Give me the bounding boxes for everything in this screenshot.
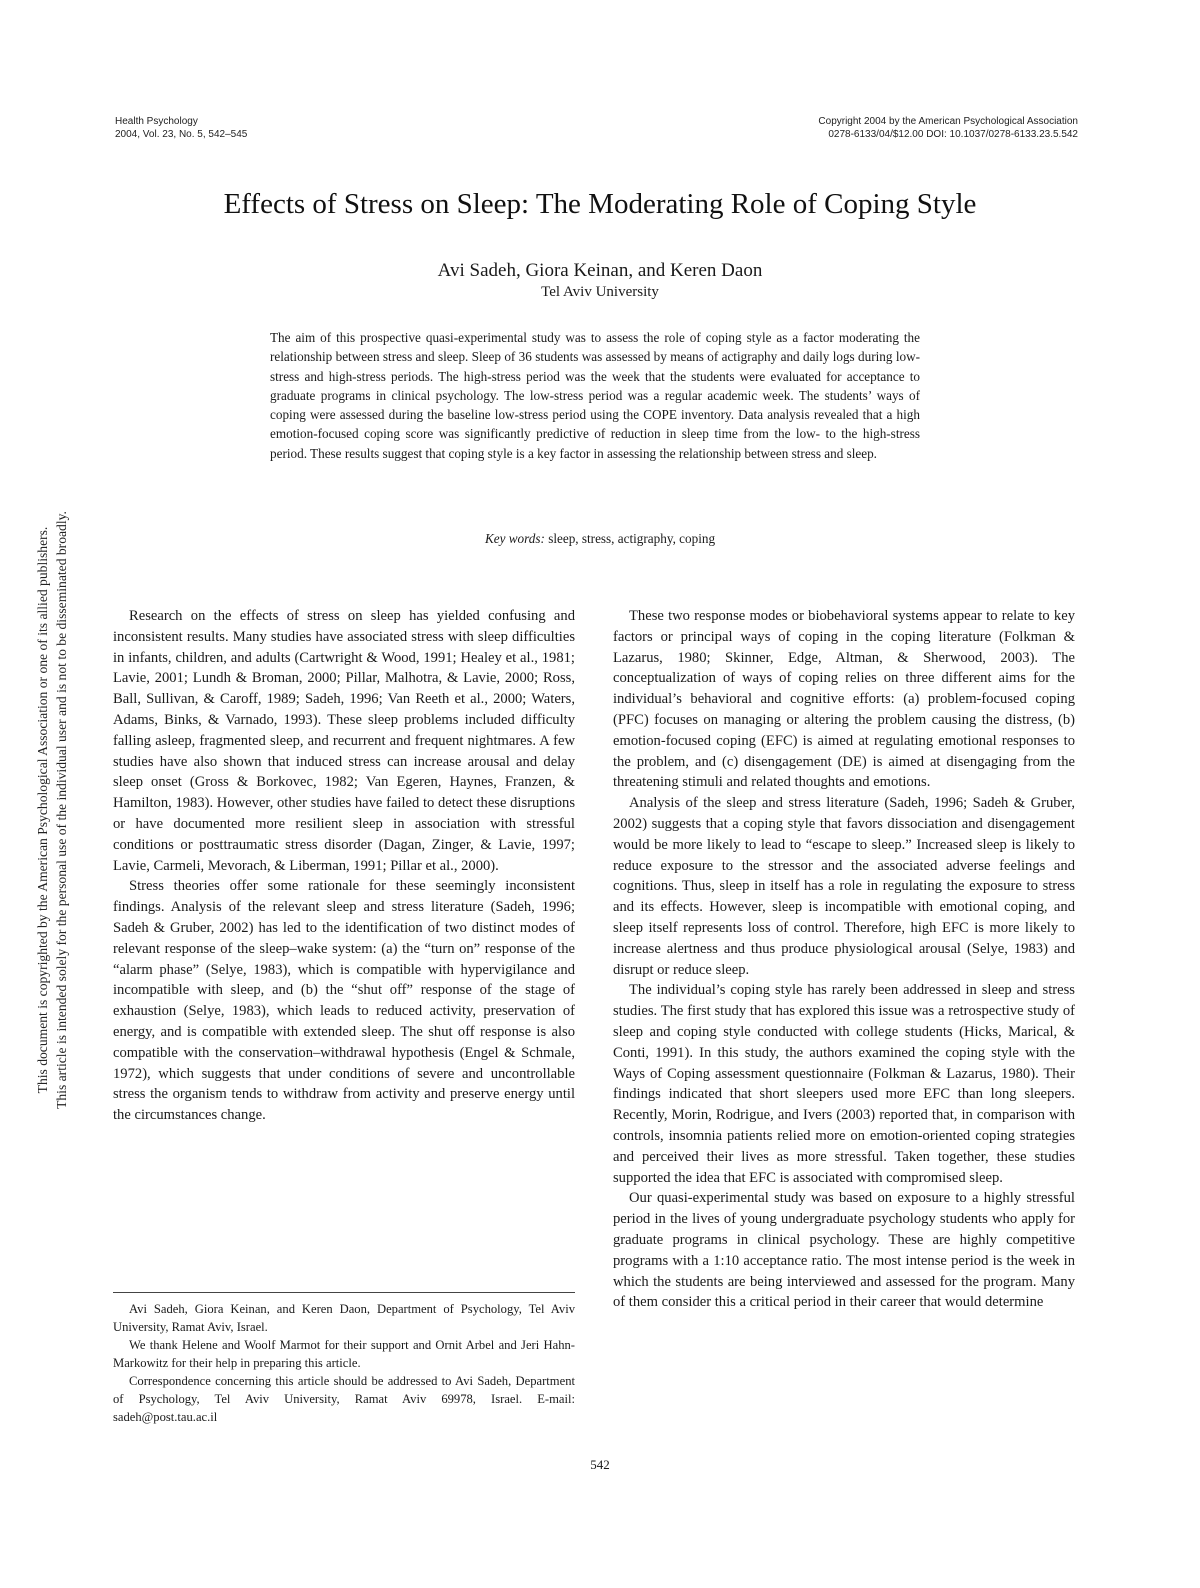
footnote: Avi Sadeh, Giora Keinan, and Keren Daon, Department of Psychology, Tel Aviv University, Ramat Aviv, Israel. — [113, 1302, 575, 1334]
paragraph: Stress theories offer some rationale for these seemingly inconsistent findings. Analysis of the relevant sleep and stress literature (Sadeh, 1996; Sadeh & Gruber, 2002) has led to the identification of two distinct modes of relevant response of the sleep–wake system: (a) the “turn on” response of the “alarm phase” (Selye, 1983), which is compatible with hypervigilance and incompatible with sleep, and (b) the “shut off” response of the stage of exhaustion (Selye, 1983), which leads to reduced activity, preservation of energy, and is compatible with extended sleep. The shut off response is also compatible with the conservation–withdrawal hypothesis (Engel & Schmale, 1972), which suggests that under conditions of severe and uncontrollable stress the organism tends to withdraw from activity and preserve energy until the circumstances change. — [113, 878, 575, 1124]
paragraph: Research on the effects of stress on sleep has yielded confusing and inconsistent results. Many studies have associated stress with sleep difficulties in infants, children, and adults (Cartwright & Wood, 1991; Healey et al., 1981; Lavie, 2001; Lundh & Broman, 2000; Pillar, Malhotra, & Lavie, 2000; Ross, Ball, Sullivan, & Caroff, 1989; Sadeh, 1996; Van Reeth et al., 2000; Waters, Adams, Binks, & Varnado, 1993). These sleep problems included difficulty falling asleep, fragmented sleep, and recurrent and frequent nightmares. A few studies have also shown that induced stress can increase arousal and delay sleep onset (Gross & Borkovec, 1982; Van Egeren, Haynes, Franzen, & Hamilton, 1983). However, other studies have failed to detect these disruptions or have documented more resilient sleep in association with stressful conditions or posttraumatic stress disorder (Dagan, Zinger, & Lavie, 1997; Lavie, Carmeli, Mevorach, & Liberman, 1991; Pillar et al., 2000). — [113, 608, 575, 874]
keywords-terms: sleep, stress, actigraphy, coping — [548, 531, 716, 546]
copyright-notice: Copyright 2004 by the American Psychological Association — [818, 116, 1078, 127]
paragraph: The individual’s coping style has rarely been addressed in sleep and stress studies. The first study that has explored this issue was a retrospective study of sleep and coping style conducted with college students (Hicks, Marical, & Conti, 1991). In this study, the authors examined the coping style with the Ways of Coping assessment questionnaire (Folkman & Lazarus, 1980). Their findings indicated that short sleepers used more EFC than long sleepers. Recently, Morin, Rodrigue, and Ivers (2003) reported that, in comparison with controls, insomnia patients relied more on emotion-oriented coping strategies and perceived their lives as more stressful. Taken together, these studies supported the idea that EFC is associated with compromised sleep. — [613, 982, 1075, 1186]
journal-volume: 2004, Vol. 23, No. 5, 542–545 — [115, 129, 248, 140]
footnote: We thank Helene and Woolf Marmot for their support and Ornit Arbel and Jeri Hahn-Markowitz for their help in preparing this article. — [113, 1338, 575, 1370]
page-number: 542 — [590, 1457, 610, 1472]
doi: 0278-6133/04/$12.00 DOI: 10.1037/0278-6133.23.5.542 — [828, 129, 1078, 140]
journal-name: Health Psychology — [115, 116, 198, 127]
paragraph: Analysis of the sleep and stress literature (Sadeh, 1996; Sadeh & Gruber, 2002) suggests that a coping style that favors dissociation and disengagement would be more likely to lead to “escape to sleep.” Increased sleep is likely to reduce exposure to the stressor and the associated adverse feelings and cognitions. Thus, sleep in itself has a role in regulating the exposure to stress and its effects. However, sleep is incompatible with emotional coping, and sleep itself represents loss of control. Therefore, high EFC is more likely to increase alertness and thus produce physiological arousal (Selye, 1983) and disrupt or reduce sleep. — [613, 795, 1075, 978]
abstract: The aim of this prospective quasi-experimental study was to assess the role of coping style as a factor moderating the relationship between stress and sleep. Sleep of 36 students was assessed by means of actigraphy and daily logs during low-stress and high-stress periods. The high-stress period was the week that the students were evaluated for acceptance to graduate programs in clinical psychology. The low-stress period was a regular academic week. The students’ ways of coping were assessed during the baseline low-stress period using the COPE inventory. Data analysis revealed that a high emotion-focused coping score was significantly predictive of reduction in sleep time from the low- to the high-stress period. These results suggest that coping style is a key factor in assessing the relationship between stress and sleep. — [270, 330, 920, 461]
side-notice-line-1: This document is copyrighted by the American Psychological Association or one of its allied publishers. — [35, 526, 50, 1094]
body-column-right — [613, 606, 1075, 1313]
body-column-left — [113, 606, 575, 1126]
keywords — [0, 529, 1200, 548]
paragraph: These two response modes or biobehavioral systems appear to relate to key factors or principal ways of coping in the coping literature (Folkman & Lazarus, 1980; Skinner, Edge, Altman, & Sherwood, 2003). The conceptualization of ways of coping relies on three different aims for the individual’s behavioral and cognitive efforts: (a) problem-focused coping (PFC) focuses on managing or altering the problem causing the distress, (b) emotion-focused coping (EFC) is aimed at regulating emotional responses to the problem, and (c) disengagement (DE) is aimed at disengaging from the threatening stimuli and related thoughts and emotions. — [613, 608, 1075, 791]
paragraph: Our quasi-experimental study was based on exposure to a highly stressful period in the lives of young undergraduate psychology students who apply for graduate programs in clinical psychology. These are highly competitive programs with a 1:10 acceptance ratio. The most intense period is the week in which the students are being interviewed and assessed for the program. Many of them consider this a critical period in their career that would determine — [613, 1190, 1075, 1311]
keywords-label: Key words: — [484, 531, 545, 546]
side-notice-line-2: This article is intended solely for the personal use of the individual user and is not to be disseminated broadly. — [54, 511, 69, 1109]
article-title: Effects of Stress on Sleep: The Moderating Role of Coping Style — [223, 188, 977, 220]
copyright-info — [818, 115, 1078, 141]
footnote: Correspondence concerning this article should be addressed to Avi Sadeh, Department of Psychology, Tel Aviv University, Ramat Aviv 69978, Israel. E-mail: sadeh@post.tau.ac.il — [113, 1374, 575, 1424]
journal-info — [115, 115, 247, 141]
footnotes — [113, 1300, 575, 1426]
footnote-divider — [113, 1292, 575, 1293]
affiliation: Tel Aviv University — [541, 284, 659, 300]
author-list: Avi Sadeh, Giora Keinan, and Keren Daon — [437, 260, 763, 281]
